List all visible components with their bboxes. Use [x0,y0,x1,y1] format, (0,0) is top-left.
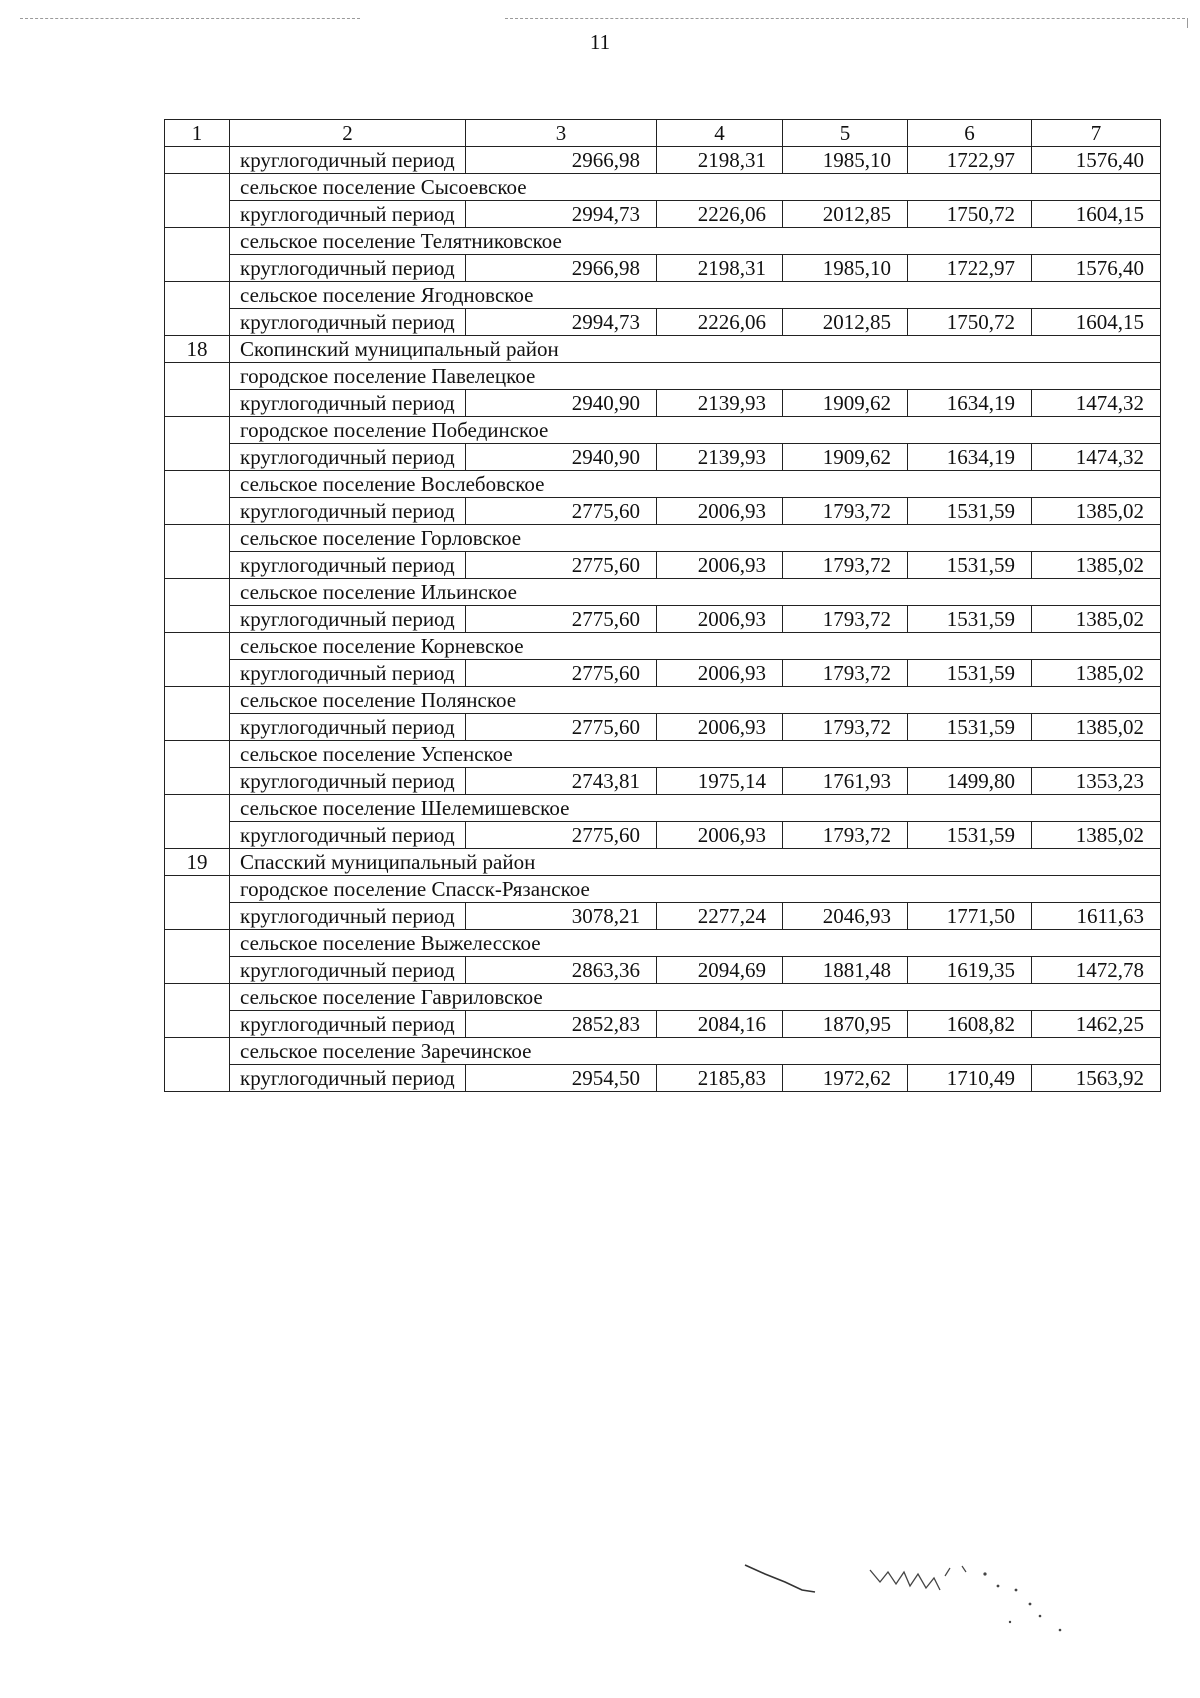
tariff-value: 1793,72 [783,822,908,849]
settlement-name: сельское поселение Сысоевское [230,174,1161,201]
column-header-row [165,120,1161,147]
blank-number-cell [165,579,230,633]
tariff-value: 1793,72 [783,498,908,525]
tariff-value: 2185,83 [657,1065,783,1092]
blank-number-cell [165,471,230,525]
table-row [165,255,1161,282]
column-header: 5 [783,120,908,147]
tariff-value: 2775,60 [466,714,657,741]
tariff-value: 1474,32 [1032,444,1161,471]
table-row [165,822,1161,849]
tariff-value: 2775,60 [466,822,657,849]
tariff-value: 1611,63 [1032,903,1161,930]
settlement-name: сельское поселение Заречинское [230,1038,1161,1065]
district-name: Скопинский муниципальный район [230,336,1161,363]
table-row [165,390,1161,417]
table-row [165,498,1161,525]
table-row [165,606,1161,633]
tariff-value: 2046,93 [783,903,908,930]
period-label: круглогодичный период [230,1011,466,1038]
blank-number-cell [165,741,230,795]
tariff-value: 1385,02 [1032,660,1161,687]
blank-number-cell [165,633,230,687]
settlement-row [165,417,1161,444]
tariff-value: 2006,93 [657,714,783,741]
tariff-value: 1793,72 [783,714,908,741]
tariff-value: 2994,73 [466,201,657,228]
blank-number-cell [165,147,230,174]
tariff-value: 1531,59 [908,498,1032,525]
tariff-value: 1353,23 [1032,768,1161,795]
settlement-name: сельское поселение Корневское [230,633,1161,660]
tariff-value: 2743,81 [466,768,657,795]
district-number: 19 [165,849,230,876]
period-label: круглогодичный период [230,255,466,282]
blank-number-cell [165,282,230,336]
table-row [165,309,1161,336]
settlement-name: сельское поселение Телятниковское [230,228,1161,255]
settlement-name: сельское поселение Выжелесское [230,930,1161,957]
tariff-value: 1385,02 [1032,822,1161,849]
blank-number-cell [165,525,230,579]
tariff-value: 1385,02 [1032,552,1161,579]
scan-artifact-top-line [505,18,1185,19]
period-label: круглогодичный период [230,390,466,417]
settlement-name: сельское поселение Горловское [230,525,1161,552]
table-row [165,1065,1161,1092]
period-label: круглогодичный период [230,606,466,633]
tariff-value: 2006,93 [657,606,783,633]
table-row [165,201,1161,228]
tariff-value: 1604,15 [1032,309,1161,336]
period-label: круглогодичный период [230,498,466,525]
district-row [165,849,1161,876]
period-label: круглогодичный период [230,660,466,687]
district-row [165,336,1161,363]
tariff-value: 2994,73 [466,309,657,336]
tariff-value: 2094,69 [657,957,783,984]
period-label: круглогодичный период [230,309,466,336]
tariff-value: 2277,24 [657,903,783,930]
period-label: круглогодичный период [230,903,466,930]
settlement-row [165,579,1161,606]
tariff-value: 1761,93 [783,768,908,795]
settlement-row [165,525,1161,552]
tariff-value: 1531,59 [908,552,1032,579]
settlement-row [165,633,1161,660]
settlement-row [165,984,1161,1011]
tariff-value: 2775,60 [466,606,657,633]
tariff-value: 2198,31 [657,147,783,174]
tariff-value: 1985,10 [783,147,908,174]
column-header: 4 [657,120,783,147]
table-row [165,903,1161,930]
period-label: круглогодичный период [230,1065,466,1092]
period-label: круглогодичный период [230,201,466,228]
tariff-value: 2966,98 [466,147,657,174]
period-label: круглогодичный период [230,768,466,795]
settlement-name: сельское поселение Шелемишевское [230,795,1161,822]
table-row [165,147,1161,174]
blank-number-cell [165,876,230,930]
tariff-value: 2139,93 [657,444,783,471]
settlement-row [165,363,1161,390]
tariff-value: 1472,78 [1032,957,1161,984]
tariff-table [164,119,1161,1092]
tariff-value: 2226,06 [657,201,783,228]
signature-scribble [740,1560,1140,1660]
tariff-value: 2198,31 [657,255,783,282]
blank-number-cell [165,984,230,1038]
table-row [165,957,1161,984]
period-label: круглогодичный период [230,957,466,984]
tariff-value: 2226,06 [657,309,783,336]
blank-number-cell [165,174,230,228]
settlement-row [165,471,1161,498]
tariff-value: 1793,72 [783,660,908,687]
settlement-row [165,174,1161,201]
tariff-value: 2852,83 [466,1011,657,1038]
tariff-value: 1634,19 [908,444,1032,471]
tariff-value: 1793,72 [783,606,908,633]
tariff-value: 1531,59 [908,822,1032,849]
tariff-value: 1975,14 [657,768,783,795]
tariff-value: 2006,93 [657,822,783,849]
tariff-value: 1499,80 [908,768,1032,795]
column-header: 6 [908,120,1032,147]
settlement-name: городское поселение Побединское [230,417,1161,444]
tariff-value: 1909,62 [783,444,908,471]
tariff-value: 1985,10 [783,255,908,282]
tariff-value: 2012,85 [783,309,908,336]
tariff-value: 2863,36 [466,957,657,984]
tariff-value: 1531,59 [908,714,1032,741]
period-label: круглогодичный период [230,147,466,174]
tariff-value: 1750,72 [908,201,1032,228]
tariff-value: 1750,72 [908,309,1032,336]
blank-number-cell [165,228,230,282]
tariff-value: 2084,16 [657,1011,783,1038]
tariff-value: 1619,35 [908,957,1032,984]
tariff-value: 1576,40 [1032,147,1161,174]
tariff-value: 1722,97 [908,255,1032,282]
tariff-value: 1474,32 [1032,390,1161,417]
tariff-value: 2966,98 [466,255,657,282]
blank-number-cell [165,417,230,471]
tariff-value: 1385,02 [1032,714,1161,741]
tariff-value: 1531,59 [908,606,1032,633]
scan-artifact-top-line [20,18,360,19]
tariff-value: 3078,21 [466,903,657,930]
tariff-value: 2006,93 [657,660,783,687]
settlement-row [165,687,1161,714]
tariff-value: 1881,48 [783,957,908,984]
settlement-name: сельское поселение Гавриловское [230,984,1161,1011]
period-label: круглогодичный период [230,444,466,471]
tariff-value: 1608,82 [908,1011,1032,1038]
column-header: 1 [165,120,230,147]
tariff-value: 1793,72 [783,552,908,579]
district-number: 18 [165,336,230,363]
table-row [165,1011,1161,1038]
tariff-value: 2775,60 [466,552,657,579]
settlement-name: сельское поселение Вослебовское [230,471,1161,498]
table-row [165,444,1161,471]
tariff-value: 1576,40 [1032,255,1161,282]
tariff-value: 2006,93 [657,552,783,579]
blank-number-cell [165,930,230,984]
tariff-value: 1771,50 [908,903,1032,930]
tariff-value: 1722,97 [908,147,1032,174]
tariff-value: 2012,85 [783,201,908,228]
table-row [165,660,1161,687]
tariff-value: 1462,25 [1032,1011,1161,1038]
tariff-value: 1385,02 [1032,498,1161,525]
tariff-value: 1870,95 [783,1011,908,1038]
settlement-row [165,741,1161,768]
settlement-name: сельское поселение Ильинское [230,579,1161,606]
settlement-row [165,876,1161,903]
tariff-value: 2775,60 [466,660,657,687]
tariff-value: 1604,15 [1032,201,1161,228]
blank-number-cell [165,363,230,417]
settlement-row [165,930,1161,957]
blank-number-cell [165,795,230,849]
settlement-name: сельское поселение Полянское [230,687,1161,714]
column-header: 7 [1032,120,1161,147]
period-label: круглогодичный период [230,552,466,579]
period-label: круглогодичный период [230,714,466,741]
blank-number-cell [165,687,230,741]
tariff-value: 1634,19 [908,390,1032,417]
period-label: круглогодичный период [230,822,466,849]
tariff-value: 1909,62 [783,390,908,417]
tariff-value: 1563,92 [1032,1065,1161,1092]
tariff-value: 1972,62 [783,1065,908,1092]
tariff-value: 1385,02 [1032,606,1161,633]
settlement-name: сельское поселение Ягодновское [230,282,1161,309]
tariff-value: 2954,50 [466,1065,657,1092]
tariff-value: 2940,90 [466,444,657,471]
page-number: 11 [589,30,611,54]
settlement-name: городское поселение Спасск-Рязанское [230,876,1161,903]
tariff-value: 2775,60 [466,498,657,525]
table-row [165,714,1161,741]
settlement-row [165,795,1161,822]
settlement-row [165,1038,1161,1065]
tariff-value: 2139,93 [657,390,783,417]
table-row [165,552,1161,579]
column-header: 2 [230,120,466,147]
scan-artifact-corner [1187,18,1188,28]
tariff-value: 2940,90 [466,390,657,417]
settlement-name: городское поселение Павелецкое [230,363,1161,390]
table-row [165,768,1161,795]
tariff-value: 2006,93 [657,498,783,525]
settlement-name: сельское поселение Успенское [230,741,1161,768]
blank-number-cell [165,1038,230,1092]
tariff-value: 1531,59 [908,660,1032,687]
column-header: 3 [466,120,657,147]
settlement-row [165,228,1161,255]
tariff-value: 1710,49 [908,1065,1032,1092]
district-name: Спасский муниципальный район [230,849,1161,876]
settlement-row [165,282,1161,309]
